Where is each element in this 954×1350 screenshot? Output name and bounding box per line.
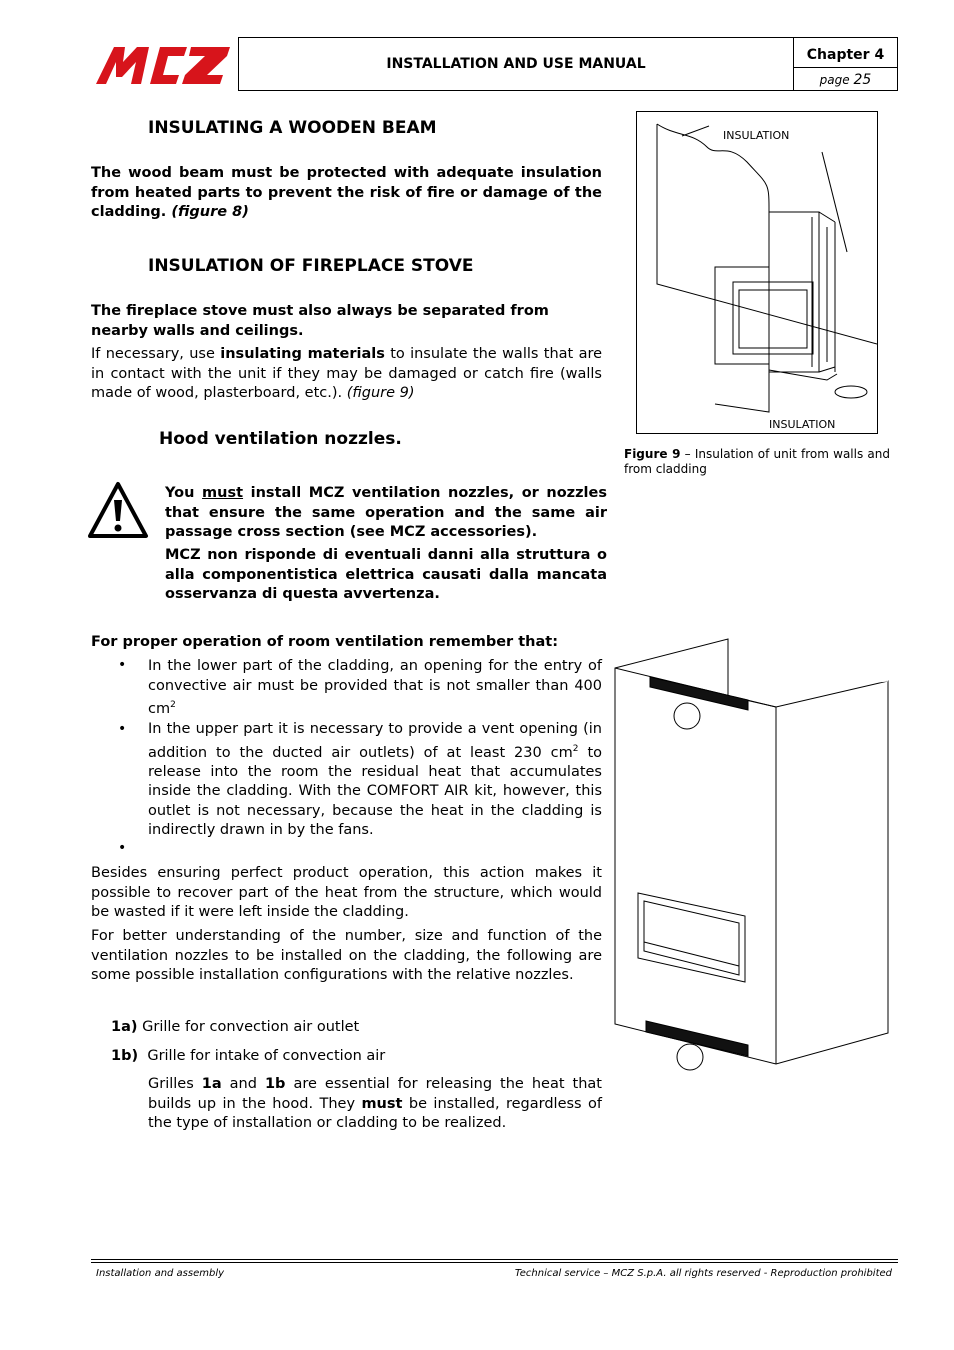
benefit-paragraph: Besides ensuring perfect product operation, this action makes it possible to recover part of the heat from the structure, which would be wasted if it were left inside the cladding.	[91, 865, 602, 920]
chapter-box	[794, 37, 898, 91]
grilles-b: are essential for releasing the heat that builds up in the hood. They	[148, 1076, 602, 1112]
bullet-1-body: In the lower part of the cladding, an opening for the entry of convective air must be provided that is not smaller than 400 cm	[148, 658, 602, 717]
page-number-value: 25	[853, 72, 872, 88]
figure-9-frame	[636, 111, 878, 434]
section-title-wooden-beam: INSULATING A WOODEN BEAM	[148, 118, 437, 138]
configuration-paragraph: For better understanding of the number, size and function of the ventilation nozzles to be installed on the cladding, the following are some possible installation configurations with the relative nozzles.	[91, 928, 602, 983]
bullet-2-sup: 2	[572, 743, 579, 754]
item-1b-text: Grille for intake of convection air	[147, 1048, 386, 1064]
bullet-2-body-b: to release into the room the residual heat that accumulates inside the cladding. With the COMFORT AIR kit, however, this outlet is not necessary, because the heat in the cladding is indirectly drawn in by the fans.	[148, 744, 602, 839]
grilles-1a: 1a	[201, 1076, 222, 1092]
figure-9-ref: (figure 9)	[346, 385, 415, 401]
warning-you: You	[165, 485, 195, 501]
page-number	[794, 72, 897, 88]
insulation-label-top: INSULATION	[723, 129, 790, 142]
warning-text	[165, 484, 607, 543]
figure-9-caption-text: – Insulation of unit from walls and from cladding	[624, 447, 891, 476]
fireplace-text	[91, 345, 602, 404]
item-1b-label: 1b)	[111, 1048, 139, 1064]
figure-9-drawing	[637, 112, 877, 433]
wooden-beam-text	[91, 164, 602, 223]
footer-rule-2	[91, 1262, 898, 1263]
figure-9-caption	[624, 447, 890, 477]
grilles-c: be installed, regardless of the type of installation or cladding to be realized.	[148, 1095, 602, 1131]
wooden-beam-body: The wood beam must be protected with adequate insulation from heated parts to prevent the risk of fire or damage of the cladding.	[91, 165, 602, 220]
footer-right: Technical service – MCZ S.p.A. all rights reserved - Reproduction prohibited	[514, 1268, 892, 1279]
mcz-logo	[92, 44, 232, 86]
grilles-a: Grilles	[148, 1076, 194, 1092]
bullet-3-marker: •	[118, 840, 127, 856]
chapter-divider	[794, 67, 897, 68]
grilles-1b: 1b	[264, 1076, 286, 1092]
item-1a-text: Grille for convection air outlet	[142, 1019, 360, 1035]
footer-rule-1	[91, 1259, 898, 1260]
ventilation-lead: For proper operation of room ventilation remember that:	[91, 634, 558, 650]
manual-title: INSTALLATION AND USE MANUAL	[238, 37, 794, 91]
section-title-hood: Hood ventilation nozzles.	[159, 429, 402, 449]
bullet-2-body-a: In the upper part it is necessary to provide a vent opening (in addition to the ducted air outlets) of at least 230 cm	[148, 721, 602, 761]
grilles-and: and	[229, 1076, 257, 1092]
fireplace-text-a: If necessary, use	[91, 346, 215, 362]
figure-8-ref: (figure 8)	[171, 204, 249, 220]
item-1a	[111, 1018, 359, 1038]
fireplace-text-b: to insulate the walls that are in contact with the unit if they may be damaged or catch fire (walls made of wood, plasterboard, etc.).	[91, 346, 603, 401]
bullet-1-text	[148, 657, 602, 719]
warning-italian: MCZ non risponde di eventuali danni alla struttura o alla componentistica elettrica causati dalla mancata osservanza di questa avvertenza.	[165, 547, 607, 602]
warning-must: must	[202, 485, 244, 501]
bullet-1-sup: 2	[170, 700, 176, 710]
fireplace-bold-text: The fireplace stove must also always be separated from nearby walls and ceilings.	[91, 303, 549, 339]
footer-left: Installation and assembly	[96, 1268, 225, 1279]
figure-9-caption-label: Figure 9	[624, 447, 681, 461]
insulation-label-bottom: INSULATION	[769, 418, 836, 431]
warning-rest: install MCZ ventilation nozzles, or nozzles that ensure the same operation and the same air passage cross section (see MCZ accessories).	[165, 485, 607, 540]
page-label: page	[819, 73, 850, 87]
insulating-materials: insulating materials	[220, 346, 385, 362]
bullet-2-marker: •	[118, 721, 127, 737]
warning-icon	[87, 481, 149, 539]
section-title-fireplace: INSULATION OF FIREPLACE STOVE	[148, 256, 474, 276]
grilles-must: must	[361, 1095, 403, 1112]
item-1a-label: 1a)	[111, 1019, 138, 1035]
bullet-2-text	[148, 720, 602, 841]
cladding-drawing	[610, 636, 892, 1076]
item-1b	[111, 1047, 385, 1067]
chapter-label: Chapter 4	[806, 47, 885, 63]
grilles-paragraph	[148, 1075, 602, 1134]
bullet-1-marker: •	[118, 657, 127, 673]
